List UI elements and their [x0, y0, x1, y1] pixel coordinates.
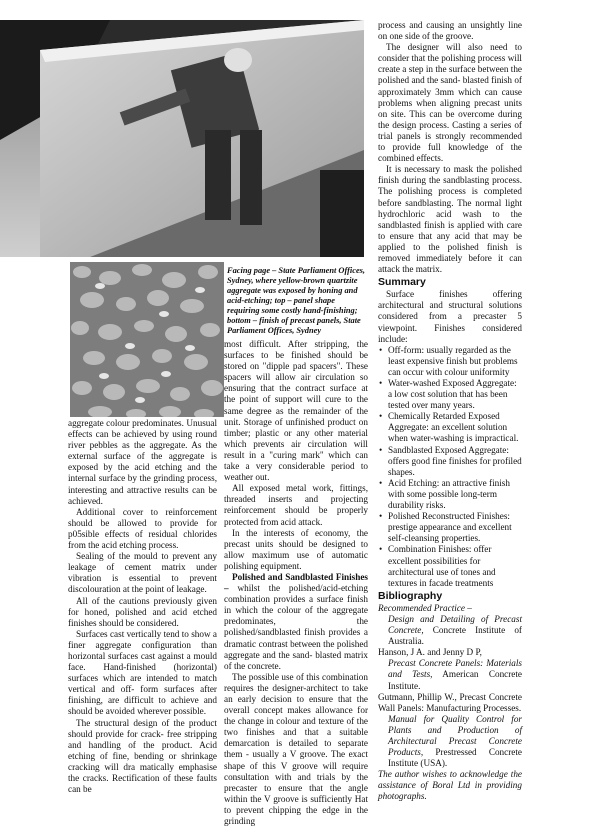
list-item: • Sandblasted Exposed Aggregate: offers good fine finishes for profiled shapes.	[378, 445, 522, 478]
column-right	[378, 20, 522, 803]
paragraph: All of the cautions previously given for honed, polished and acid etched finishes should be considered.	[68, 595, 217, 628]
list-item: • Acid Etching: an attractive finish with some possible long-term durability risks.	[378, 478, 522, 511]
aggregate-finish-photo	[70, 262, 224, 417]
paragraph: Surfaces cast vertically tend to show a finer aggregate configuration than horizontal surfaces cast against a mould face. Hand-finished (horizontal) surfaces which are intended to match vertical and off- form surfaces after finishing, are difficult to achieve and should be avoided wherever possible.	[68, 628, 217, 717]
bibliography-heading: Bibliography	[378, 589, 443, 602]
subheading-text: whilst the polished/acid-etching combination provides a surface finish in which the colour of the aggregate predominates, the polished/sandblasted finish provides a dramatic contrast between the polished aggregate and the sand- blasted matrix of the concrete.	[224, 583, 368, 671]
paragraph: Sealing of the mould to prevent any leakage of cement matrix under vibration is essential to prevent discolouration at the point of leakage.	[68, 551, 217, 595]
bibliography-entry-detail: Precast Concrete Panels: Materials and Tests, American Concrete Institute.	[388, 658, 523, 691]
paragraph: It is necessary to mask the polished finish during the sandblasting process. The polishing process is completed before sandblasting. The normal light hydrochloric acid wash to the sandblasted finish is applied with care to ensure that any acid that may be applied to the polished finish is removed immediately before it can attack the matrix.	[378, 164, 522, 275]
bibliography-entry: Manual for Quality Control for Plants and Production of Architectural Precast Concrete Products, Prestressed Concrete Institute (USA).	[388, 713, 522, 769]
acknowledgement: The author wishes to acknowledge the assistance of Boral Ltd in providing photographs.	[378, 769, 522, 802]
caption-text: Facing page – State Parliament Offices, Sydney, where yellow-brown quartzite aggregate was exposed by honing and acid-etching; top – panel shape requiring some costly hand-finishing; bottom – finish of precast panels, State Parliament Offices, Sydney	[227, 266, 366, 335]
photo-caption	[227, 266, 367, 336]
bibliography-entry-detail: Design and Detailing of Precast Concrete, Concrete Institute of Australia.	[388, 613, 522, 647]
paragraph: Additional cover to reinforcement should be allowed to provide for p05sible effects of residual chlorides from the acid etching process.	[68, 506, 217, 551]
paragraph: The possible use of this combination requires the designer-architect to take an early decision to ensure that the overall concept makes allowance for the change in colour and texture of the two finishes and that a suitable demarcation is detailed to separate them - usually a V groove. The exact shape of this V groove will require consultation with and trials by the precaster to ensure that the angle within the V groove is sufficiently Hat to prevent chipping the edge in the grinding	[224, 671, 368, 827]
summary-intro: Surface finishes offering architectural and structural solutions considered from a precaster 5 viewpoint. Finishes considered include:	[378, 289, 522, 344]
list-item: • Chemically Retarded Exposed Aggregate: an excellent solution when water-washing is impractical.	[378, 411, 522, 444]
panel-finishing-photo	[0, 20, 364, 257]
paragraph: In the interests of economy, the precast units should be designed to allow maximum use of automatic polishing equipment.	[224, 527, 368, 571]
paragraph: most difficult. After stripping, the surfaces to be finished should be stored on "dipple pad spacers". These spacers will allow air circulation so ensuring that the contract surface at the point of support will cure to the same degree as the remainder of the unit. Storage of unfinished product on timber; plastic or any other material which prevents air circulation will result in a "curing mark" which can take a very considerable period to weather out.	[224, 339, 368, 483]
list-item: • Combination Finishes: offer excellent possibilities for architectural use of tones and textures in facade treatments	[378, 544, 522, 588]
list-item: • Polished Reconstructed Finishes: prestige appearance and excellent self-cleansing properties.	[378, 511, 522, 544]
list-item: • Water-washed Exposed Aggregate: a low cost solution that has been tested over many years.	[378, 378, 522, 411]
paragraph	[224, 572, 368, 672]
list-item: • Off-form: usually regarded as the least expensive finish but problems can occur with colour uniformity	[378, 345, 522, 378]
paragraph: aggregate colour predominates. Unusual effects can be achieved by using round river pebbles as the aggregate. As the external surface of the aggregate is exposed by the acid etching and the internal surface by the grinding process, interesting and attractive results can be achieved.	[68, 418, 217, 506]
summary-list	[378, 345, 522, 589]
paragraph: All exposed metal work, fittings, threaded inserts and projecting reinforcement should be properly protected from acid attack.	[224, 483, 368, 527]
paragraph: The structural design of the product should provide for crack- free stripping and handling of the product. Acid etching of fine, bending or shrinkage cracking will dra matically emphasise the cracks. Rectification of these faults can be	[68, 717, 217, 795]
subheading-polished-sandblasted: Polished and Sandblasted Finishes –	[224, 571, 368, 594]
paragraph: process and causing an unsightly line on one side of the groove.	[378, 20, 522, 42]
bibliography-entry: Recommended Practice –	[378, 602, 472, 613]
column-middle	[224, 339, 368, 827]
bibliography-entry: Gutmann, Phillip W., Precast Concrete Wall Panels: Manufacturing Processes.	[378, 691, 522, 713]
bibliography-entry: Hanson, J A. and Jenny D P,	[378, 647, 482, 658]
summary-heading: Summary	[378, 276, 426, 289]
paragraph: The designer will also need to consider that the polishing process will create a step in the surface between the polished and the sand- blasted finish of approximately 3mm which can cause problems when aligning precast units on site. This can be overcome during the design process. Casting a series of trial panels is strongly recommended to provide full knowledge of the combined effects.	[378, 42, 522, 164]
bibliography-list	[378, 603, 522, 769]
column-left	[68, 418, 217, 795]
